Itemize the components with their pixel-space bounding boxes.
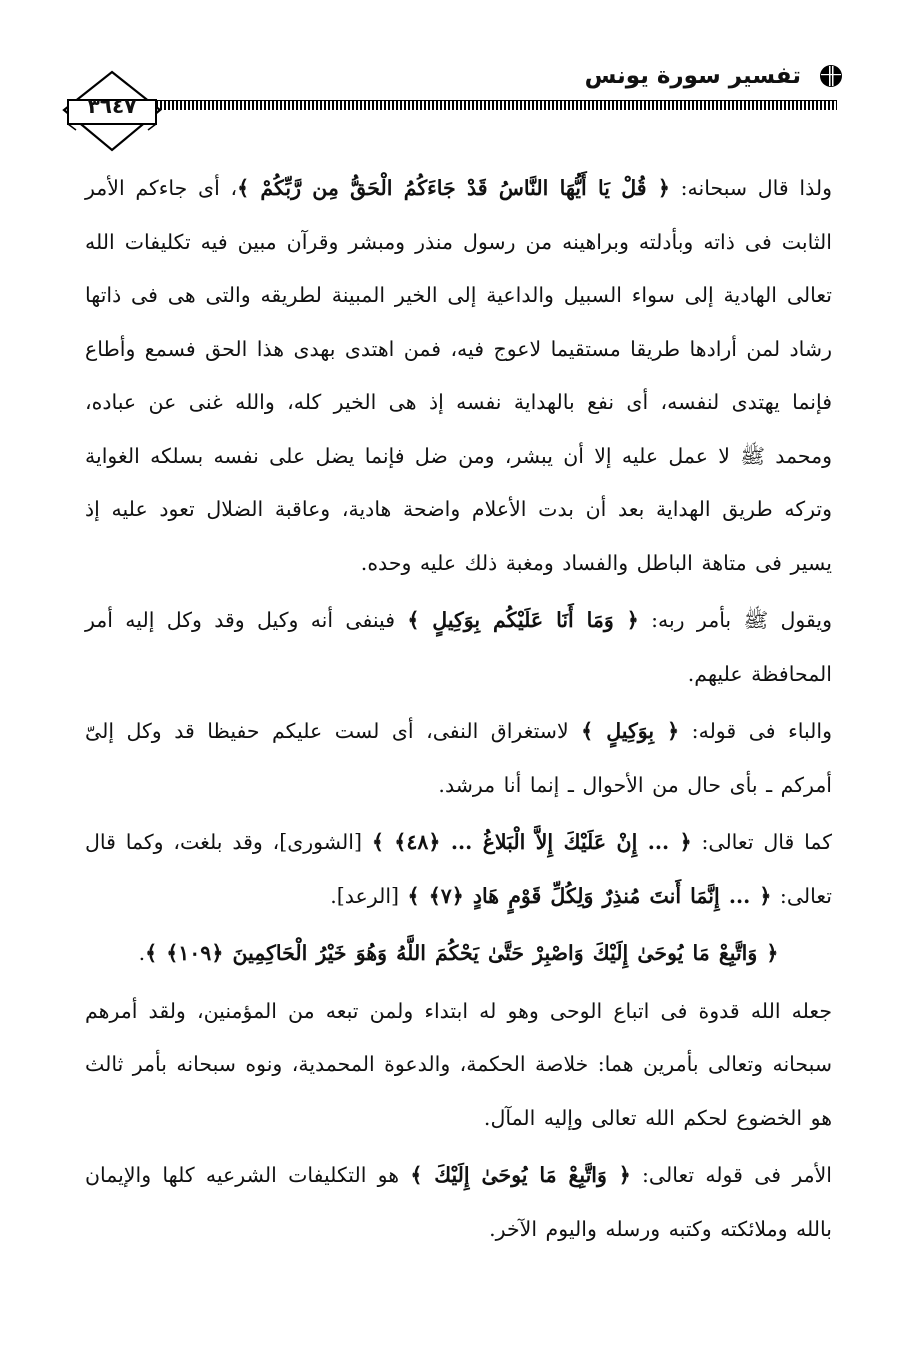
body-paragraph <box>85 1149 832 1256</box>
body-paragraph <box>85 162 832 590</box>
paragraph-text: . <box>138 941 146 965</box>
paragraph-text: هو التكليفات الشرعيه كلها والإيمان بالله وملائكته وكتبه ورسله واليوم الآخر. <box>85 1163 832 1241</box>
paragraph-text: جعله الله قدوة فى اتباع الوحى وهو له ابتداء ولمن تبعه من المؤمنين، ولقد أمرهم سبحانه وتعالى بأمرين هما: خلاصة الحكمة، والدعوة المحمدية، ونوه سبحانه بأمر ثالث هو الخضوع لحكم الله تعالى وإليه المآل. <box>85 998 832 1130</box>
quran-verse: ﴿ وَمَا أَنَا عَلَيْكُم بِوَكِيلٍ ﴾ <box>407 608 639 632</box>
page-body <box>85 162 832 1256</box>
quran-verse: ﴿ ... إِنَّمَا أَنتَ مُنذِرٌ وَلِكُلِّ قَوْمٍ هَادٍ ﴿٧﴾ ﴾ <box>407 883 772 908</box>
page-number-badge <box>62 70 162 152</box>
paragraph-text: الأمر فى قوله تعالى: <box>630 1163 833 1187</box>
paragraph-text: لاستغراق النفى، أى لست عليكم حفيظا قد وكل إلىّ أمركم ـ بأى حال من الأحوال ـ إنما أنا مرشد. <box>85 719 832 797</box>
paragraph-text: ، أى جاءكم الأمر الثابت فى ذاته وبأدلته وبراهينه من رسول منذر ومبشر وقرآن مبين فيه تكليفات الله تعالى الهادية إلى سواء السبيل والداعية إلى الخير المبينة لطريقه والتى هى فى ذاتها رشاد لمن أرادها طريقا مستقيما لاعوج فيه، فمن اهتدى بهدى هذا الحق فسمع وأطاع فإنما يهتدى لنفسه، أى نفع بالهداية نفسه إذ هى الخير كله، والله غنى عن عباده، ومحمد ﷺ لا عمل عليه إلا أن يبشر، ومن ضل فإنما يضل على نفسه بسلكه الغواية وتركه طريق الهداية بعد أن بدت الأعلام واضحة هادية، وعاقبة الضلال تعود عليه إذ يسير فى متاهة الباطل والفساد ومغبة ذلك عليه وحده. <box>85 176 833 575</box>
paragraph-text: [الشورى]، وقد بلغت، وكما قال تعالى: <box>85 830 832 908</box>
paragraph-text: ولذا قال سبحانه: <box>669 176 832 200</box>
running-title: تفسير سورة يونس <box>584 63 801 89</box>
paragraph-text: كما قال تعالى: <box>691 830 832 854</box>
quran-verse: ﴿ ... إِنْ عَلَيْكَ إِلاَّ الْبَلاغُ ... ﴿٤٨﴾ ﴾ <box>371 830 692 854</box>
quran-verse: ﴿ وَاتَّبِعْ مَا يُوحَىٰ إِلَيْكَ ﴾ <box>410 1163 631 1187</box>
running-title-group <box>585 62 845 90</box>
paragraph-text: ويقول ﷺ بأمر ربه: <box>638 608 832 632</box>
body-paragraph <box>85 594 832 701</box>
book-ornament-icon <box>817 62 845 90</box>
body-paragraph <box>85 927 832 981</box>
body-paragraph <box>85 985 832 1146</box>
paragraph-text: [الرعد]. <box>330 883 408 908</box>
body-paragraph <box>85 705 832 812</box>
paragraph-text: فينفى أنه وكيل وقد وكل إليه أمر المحافظة عليهم. <box>85 608 832 686</box>
quran-verse: ﴿ بِوَكِيلٍ ﴾ <box>581 719 680 743</box>
page-header <box>62 52 845 162</box>
page-number: ٣٦٤٧ <box>87 94 137 118</box>
quran-verse: ﴿ وَاتَّبِعْ مَا يُوحَىٰ إِلَيْكَ وَاصْبِرْ حَتَّىٰ يَحْكُمَ اللَّهُ وَهُوَ خَيْرُ الْحَاكِمِينَ ﴿١٠٩﴾ ﴾ <box>145 941 779 965</box>
quran-verse: ﴿ قُلْ يَا أَيُّهَا النَّاسُ قَدْ جَاءَكُمُ الْحَقُّ مِن رَّبِّكُمْ ﴾ <box>237 176 670 200</box>
paragraph-text: والباء فى قوله: <box>679 719 832 743</box>
header-rule <box>140 100 837 110</box>
body-paragraph <box>85 816 832 923</box>
